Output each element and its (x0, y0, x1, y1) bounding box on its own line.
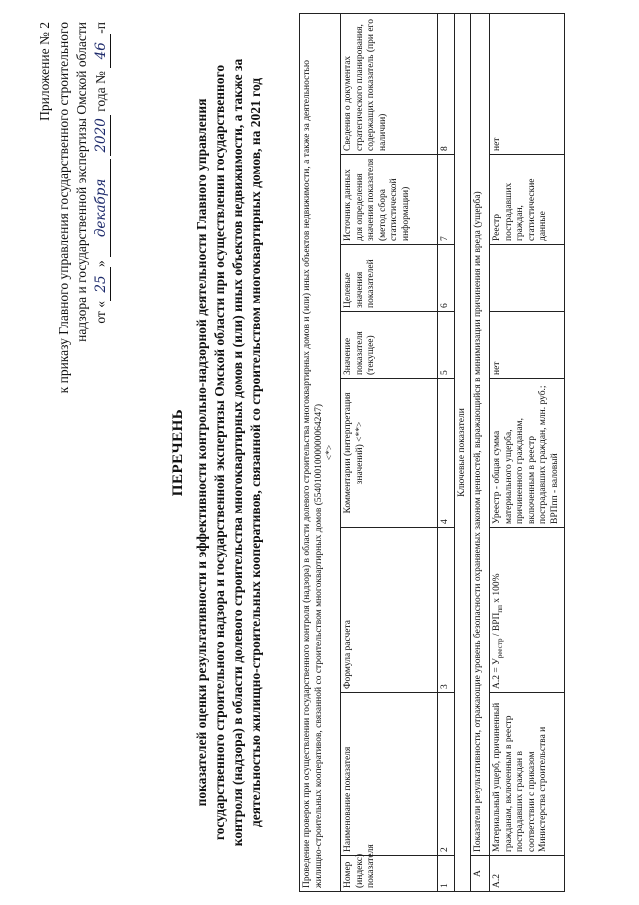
group-label: Ключевые показатели (454, 14, 471, 892)
header-source: Источник данных для определения значения показателя (метод сбора статистической информации) (341, 155, 438, 245)
row-target (490, 245, 565, 312)
col-number-2: 2 (438, 693, 455, 856)
section-index: А (471, 856, 490, 892)
header-target: Целевые значения показателей (341, 245, 438, 312)
appendix-title: Приложение № 2 (37, 22, 52, 121)
col-number-7: 7 (438, 155, 455, 245)
col-number-3: 3 (438, 528, 455, 693)
formula-lead: А.2 = У (492, 658, 502, 689)
handwritten-month: декабря (92, 159, 112, 257)
document-subtitle: показателей оценки результативности и эффективности контрольно-надзорной деятельности Главного управления государственного строительного надзора и государственной экспертизы Омской области при осуществлении государственного контроля (надзора) в области долевого строительства многоквартирных домов и (или) иных объектов недвижимости, а также за деятельностью жилищно-строительных кооперативов, связанной со строительством многоквартирных домов, на 2021 год (194, 58, 263, 847)
col-number-8: 8 (438, 14, 455, 155)
header-docs: Сведения о документах стратегического планирования, содержащих показатель (при его наличии) (341, 14, 438, 155)
row-formula (490, 528, 565, 693)
row-comment: Уреестр - общая сумма материального ущерба, причиненного гражданам, включенным в реестр пострадавших граждан, млн. руб.; ВРПпп - валовый (490, 379, 565, 528)
title-block (170, 30, 265, 875)
date-mid: » (92, 260, 108, 268)
col-number-5: 5 (438, 312, 455, 379)
indicators-table (299, 13, 565, 892)
description-marker: <*> (325, 444, 335, 461)
handwritten-year: 2020 (92, 115, 112, 155)
formula-sub: реестр (495, 638, 504, 659)
date-suffix: года № (92, 71, 108, 112)
formula-sub2: пп (495, 605, 504, 613)
row-value: нет (490, 312, 565, 379)
header-value: Значение показателя (текущее) (341, 312, 438, 379)
appendix-date-line (92, 22, 112, 462)
section-text: Показатели результативности, отражающие уровень безопасности охраняемых законом ценностей, выражающийся в минимизации причинения им вреда (ущерба) (471, 14, 490, 856)
table-description: Проведение проверок при осуществлении государственного контроля (надзора) в области долевого строительства многоквартирных домов и (или) иных объектов недвижимости, а также за деятельностью жилищно-строительных кооперативов, связанной со строительством многоквартирных домов (55401001000000064247) (302, 60, 324, 888)
formula-mid: / ВРП (492, 612, 502, 639)
appendix-authority-line: надзора и государственной экспертизы Омской области (74, 22, 89, 342)
handwritten-number: 46 (92, 34, 112, 68)
appendix-order-line: к приказу Главного управления государственного строительного (55, 22, 71, 394)
header-formula: Формула расчета (341, 528, 438, 693)
appendix-header (36, 22, 111, 462)
col-number-1: 1 (438, 856, 455, 892)
formula-tail: х 100% (492, 573, 502, 606)
row-name: Материальный ущерб, причиненный гражданам, включенным в реестр пострадавших граждан в соответствии с приказом Министерства строительства и (490, 693, 565, 856)
row-source: Реестр пострадавших граждан, статистические данные (490, 155, 565, 245)
handwritten-day: 25 (92, 267, 112, 301)
header-number: Номер (индекс) показателя (341, 856, 438, 892)
col-number-4: 4 (438, 379, 455, 528)
number-suffix: -п (92, 22, 108, 34)
document-title: ПЕРЕЧЕНЬ (170, 408, 186, 497)
col-number-6: 6 (438, 245, 455, 312)
row-number: А.2 (490, 856, 565, 892)
date-prefix: от « (92, 301, 108, 324)
row-docs: нет (490, 14, 565, 155)
table-description-cell (300, 14, 341, 892)
header-comments: Комментарии (интерпретация значений) <**> (341, 379, 438, 528)
header-name: Наименование показателя (341, 693, 438, 856)
